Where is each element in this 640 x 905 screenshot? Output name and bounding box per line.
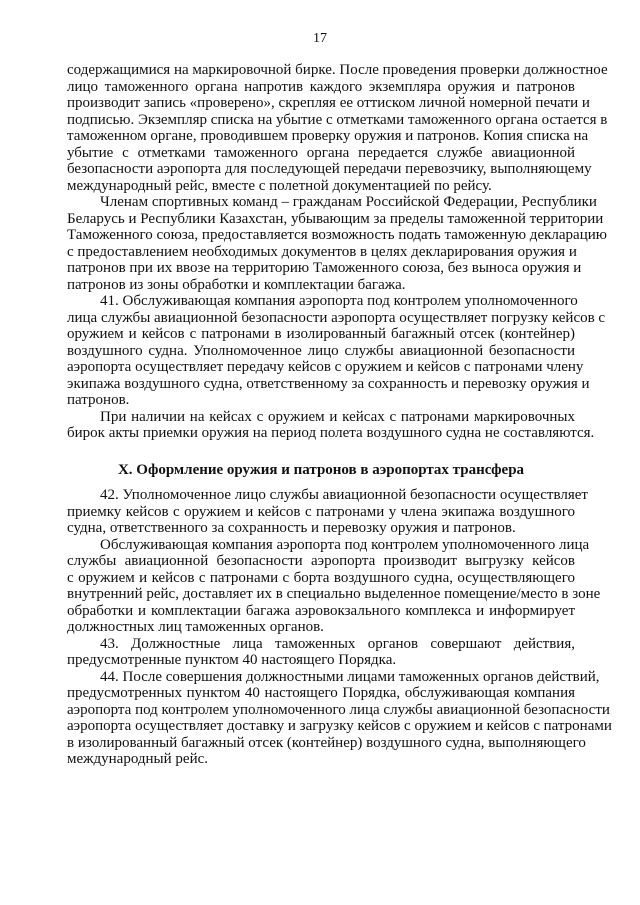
- paragraph: [67, 536, 601, 636]
- text-line: предусмотренные пунктом 40 настоящего Порядка.: [67, 652, 397, 668]
- text-line: Беларусь и Республики Казахстан, убывающим за пределы таможенной территории: [67, 210, 604, 227]
- text-line: 44. После совершения должностными лицами таможенных органов действий,: [100, 668, 600, 685]
- text-line: патронов.: [67, 392, 130, 408]
- paragraph: [67, 62, 608, 194]
- text-line: безопасности аэропорта для последующей передачи перевозчику, выполняющему: [67, 161, 592, 177]
- text-line: лицо таможенного органа напротив каждого экземпляра оружия и патронов: [67, 78, 575, 95]
- text-line: 43. Должностные лица таможенных органов совершают действия,: [100, 635, 575, 652]
- text-line: бирок акты приемки оружия на период полета воздушного судна не составляются.: [67, 425, 595, 441]
- text-line: Таможенного союза, предоставляется возможность подать таможенную декларацию: [67, 227, 607, 243]
- text-line: таможенном органе, проводившем проверку оружия и патронов. Копия списка на: [67, 128, 589, 144]
- section-after-heading: [67, 487, 612, 768]
- text-line: оружием и кейсов с патронами в изолированный багажный отсек (контейнер): [67, 326, 575, 342]
- text-line: лица службы авиационной безопасности аэропорта осуществляет погрузку кейсов с: [67, 309, 606, 326]
- text-line: При наличии на кейсах с оружием и кейсах с патронами маркировочных: [100, 408, 575, 425]
- text-line: содержащимися на маркировочной бирке. После проведения проверки должностное: [67, 62, 608, 78]
- text-line: 41. Обслуживающая компания аэропорта под контролем уполномоченного: [100, 293, 578, 309]
- text-line: Обслуживающая компания аэропорта под контролем уполномоченного лица: [100, 536, 590, 553]
- text-line: патронов из зоны обработки и комплектации багажа.: [67, 276, 406, 293]
- text-line: с предоставлением необходимых документов в целях декларирования оружия и: [67, 243, 577, 260]
- text-line: патронов при их ввозе на территорию Таможенного союза, без выноса оружия и: [67, 260, 582, 276]
- text-line: подписью. Экземпляр списка на убытие с отметками таможенного органа остается в: [67, 111, 608, 128]
- text-line: 42. Уполномоченное лицо службы авиационной безопасности осуществляет: [100, 487, 588, 503]
- text-line: Членам спортивных команд – гражданам Российской Федерации, Республики: [100, 194, 597, 210]
- text-line: предусмотренных пунктом 40 настоящего Порядка, обслуживающая компания: [67, 685, 575, 701]
- text-line: убытие с отметками таможенного органа передается службе авиационной: [67, 144, 575, 161]
- paragraph: [67, 194, 607, 293]
- text-line: международный рейс, вместе с полетной документацией по рейсу.: [67, 177, 492, 194]
- section-heading: X. Оформление оружия и патронов в аэропортах трансфера: [117, 461, 525, 478]
- text-line: аэропорта осуществляет передачу кейсов с оружием и кейсов с патронами члену: [67, 359, 584, 375]
- paragraph: [67, 487, 588, 537]
- paragraph: [67, 668, 612, 768]
- text-line: аэропорта осуществляет доставку и загрузку кейсов с оружием и кейсов с патронами: [67, 718, 612, 734]
- document-body: [67, 62, 612, 768]
- text-line: обработки и комплектации багажа аэровокзального комплекса и информирует: [67, 602, 575, 619]
- text-line: внутренний рейс, доставляет их в специально выделенное помещение/место в зоне: [67, 586, 601, 602]
- page-number: 17: [313, 31, 327, 46]
- text-line: аэропорта под контролем уполномоченного лица службы авиационной безопасности: [67, 701, 610, 718]
- paragraph: [67, 293, 606, 409]
- text-line: в изолированный багажный отсек (контейнер) воздушного судна, выполняющего: [67, 734, 586, 751]
- text-line: службы авиационной безопасности аэропорта производит выгрузку кейсов: [67, 553, 575, 569]
- paragraph: [67, 408, 595, 442]
- text-line: экипажа воздушного судна, ответственному за сохранность и перевозку оружия и: [67, 375, 590, 392]
- section-before-heading: [67, 62, 608, 442]
- text-line: международный рейс.: [67, 751, 209, 767]
- text-line: судна, ответственного за сохранность и перевозку оружия и патронов.: [67, 520, 516, 536]
- paragraph: [67, 636, 575, 669]
- text-line: должностных лиц таможенных органов.: [67, 619, 324, 635]
- text-line: воздушного судна. Уполномоченное лицо службы авиационной безопасности: [67, 342, 575, 359]
- text-line: с оружием и кейсов с патронами с борта воздушного судна, осуществляющего: [67, 569, 575, 586]
- text-line: производит запись «проверено», скрепляя ее оттиском личной номерной печати и: [67, 95, 590, 111]
- text-line: приемку кейсов с оружием и кейсов с патронами у члена экипажа воздушного: [67, 503, 575, 520]
